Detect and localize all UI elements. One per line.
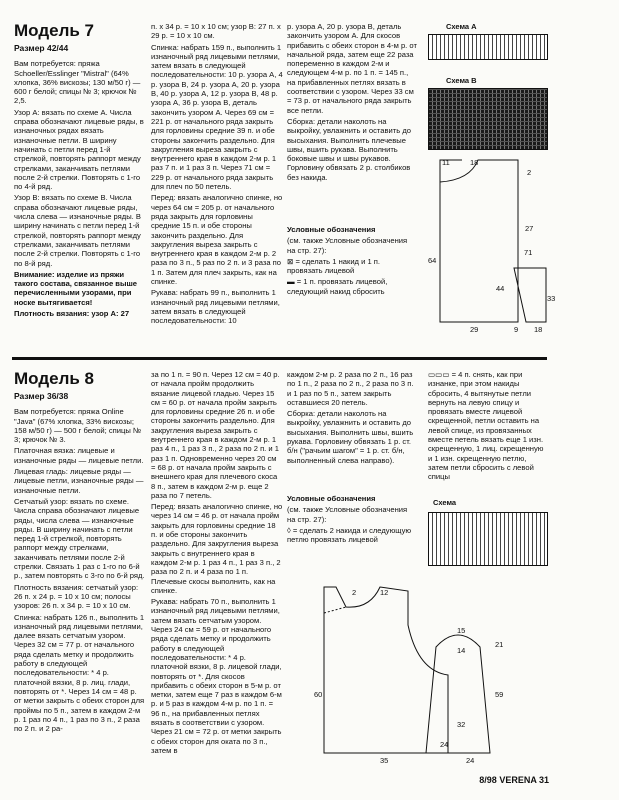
- scheme-b-chart: [428, 88, 548, 150]
- dim-m7-11: 11: [442, 158, 450, 167]
- model8-pattern-pieces: [308, 575, 548, 765]
- model8-col3: [287, 370, 417, 467]
- dim-m7-64: 64: [428, 256, 437, 265]
- dim-m7-71: 71: [524, 248, 533, 257]
- dim-m8-59: 59: [495, 690, 504, 699]
- dim-m8-32: 32: [457, 720, 466, 729]
- dim-m7-2: 2: [527, 168, 532, 177]
- model8-scheme-chart: [428, 512, 548, 566]
- model8-front: Перед: вязать аналогично спинке, но через 14 см = 46 р. от начала пройм закрыть для горловины средние 18 п. и обе стороны закончить раздельно. Для закругления выреза закрыть с внутреннего края в каждом 2-м р. 1 раз 4 п., 1 раз 3 п., 2 раза по 2 п. и 4 раза по 1 п. Плечевые скосы выполнить, как на спинке.: [151, 502, 283, 595]
- dim-m7-18: 18: [470, 158, 479, 167]
- model7-assembly: Сборка: детали наколоть на выкройку, увлажнить и оставить до высыхания. Выполнить плечевые швы, вшить рукава. Выполнить боковые швы и швы рукавов. Горловину обвязать 2 р. столбиков без накида.: [287, 116, 411, 182]
- model7-sleeves-cont: р. узора А, 20 р. узора В, деталь закончить узором А. Для скосов прибавить с обеих сторон в 4-м р. от начальной ряда, затем еще 22 раза попеременно в каждом 2-м и следующем 4-м р. по 1 п. = 145 п., на прибавленных петлях вязать в соответствии с узором. Через 33 см = 73 р. от начального ряда закрыть все петли.: [287, 22, 417, 115]
- model7-density: Плотность вязания: узор А: 27: [14, 309, 130, 319]
- dim-m7-44: 44: [496, 284, 505, 293]
- model8-legend-note: (см. также Условные обозначения на стр. 27):: [287, 505, 408, 524]
- model7-warning: Внимание: изделие из пряжи такого состава, связанное выше перечисленными узорами, при носке вытягивается!: [14, 269, 138, 307]
- dim-m7-33: 33: [547, 294, 556, 303]
- model7-pattern-pieces: [418, 150, 563, 340]
- model8-col2: [151, 370, 283, 757]
- model7-pattern-a: Узор А: вязать по схеме А. Числа справа обозначают лицевые ряды, в изнаночных рядах вязать изнаночные петли. В ширину начинать с петли перед 1-й стрелкой, повторять раппорт между стрелками, заканчивать петлями после 2-й стрелки. Повторять с 1-го по 4-й ряд.: [14, 107, 144, 192]
- model8-legend-title: Условные обозначения: [287, 494, 376, 503]
- model8-mesh: Сетчатый узор: вязать по схеме. Числа справа обозначают лицевые ряды, числа слева — изнаночные ряды. В ширину начинать с петли перед 1-й стрелкой, повторять раппорт между стрелками, заканчивать петлями после 2-й стрелки. Связать 1 раз с 1-го по 6-й р., затем повторять с 3-го по 6-й ряд.: [14, 496, 145, 581]
- model8-density: Плотность вязания: сетчатый узор: 26 п. х 24 р. = 10 х 10 см; полосы узоров: 26 п. х 34 р. = 10 х 10 см.: [14, 582, 139, 611]
- scheme-a-label: Схема А: [446, 22, 477, 31]
- dim-m8-15: 15: [457, 626, 466, 635]
- model8-legend-item1: ◊ = сделать 2 накида и следующую петлю провязать лицевой: [287, 525, 412, 545]
- model7-legend-title: Условные обозначения: [287, 225, 376, 234]
- dim-m8-60: 60: [314, 690, 323, 699]
- model8-stockinette: Лицевая гладь: лицевые ряды — лицевые петли, изнаночные ряды — изнаночные петли.: [14, 467, 144, 495]
- model7-col1: [14, 22, 146, 320]
- model8-legend: [287, 494, 417, 546]
- section-divider: [12, 357, 547, 360]
- model8-materials: Вам потребуется: пряжа Online "Java" (67% хлопка, 33% вискозы; 158 м/50 г) — 500 г белой; спицы № 3; крючок № 3.: [14, 407, 142, 445]
- dim-m7-29: 29: [470, 325, 479, 334]
- dim-m8-24: 24: [466, 756, 475, 765]
- dim-m8-2: 2: [352, 588, 357, 597]
- model8-sleeves: Рукава: набрать 70 п., выполнить 1 изнаночный ряд лицевыми петлями, затем вязать сетчатым узором. Через 24 см = 59 р. от начального ряда сделать метку и продолжить работу в следующей последовательности: * 4 р. платочной вязки, 8 р. лицевой глади, повторять от *. Для скосов прибавить с обеих сторон в 5-м р. от метки, затем еще 7 раз в каждом 6-м р. и 5 раз в каждом 4-м р. по 1 п. = 96 п., на прибавленных петлях вязать в соответствии с узором. Через 21 см = 72 р. от метки закрыть с обеих сторон для оката по 3 п., затем в: [151, 597, 282, 755]
- dim-m8-24b: 24: [440, 740, 449, 749]
- model8-col1: [14, 370, 146, 735]
- model7-legend: [287, 225, 417, 298]
- model7-materials: Вам потребуется: пряжа Schoeller/Esslinger "Mistral" (64% хлопка, 36% вискозы; 130 м/50 г) — 600 г белой; спицы № 3; крючок № 2,5.: [14, 59, 141, 106]
- model8-sleeves-cont: каждом 2-м р. 2 раза по 2 п., 16 раз по 1 п., 2 раза по 2 п., 2 раза по 3 п. и 1 раз по 5 п., затем закрыть оставшиеся 20 петель.: [287, 370, 414, 407]
- model7-title: Модель 7: [14, 21, 94, 40]
- model7-legend-item2: ▬ = 1 п. провязать лицевой, следующий накид сбросить: [287, 277, 388, 296]
- scheme-a-chart: [428, 34, 548, 60]
- model8-size: Размер 36/38: [14, 391, 69, 401]
- dim-m8-21: 21: [495, 640, 504, 649]
- model7-legend-item1: ⊠ = сделать 1 накид и 1 п. провязать лицевой: [287, 256, 381, 276]
- scheme-b-label: Схема В: [446, 76, 477, 85]
- model8-garter: Платочная вязка: лицевые и изнаночные ряды — лицевые петли.: [14, 446, 144, 465]
- model8-legend-item2: ▭▭▭ = 4 п. снять, как при изнанке, при этом накиды сбросить, 4 вытянутые петли вернуть на левую спицу и провязать вместе лицевой скрещенной, петли оставить на левой спице, из провязанных вместе петель вязать еще 1 изн. скрещенную, 1 лиц. скрещенную и 1 изн. скрещенную петлю, затем петли сбросить с левой спицы: [428, 370, 544, 482]
- model8-back: Спинка: набрать 126 п., выполнить 1 изнаночный ряд лицевыми петлями, далее вязать сетчатым узором. Через 32 см = 77 р. от начального ряда сделать метку и продолжить работу в следующей последовательности: * 4 р. платочной вязки, 8 р. лиц. глади, повторять от *. Через 14 см = 48 р. от метки закрыть с обеих сторон для проймы по 5 п., затем в каждом 2-м р. 1 раз по 4 п., 1 раз по 3 п., 2 раза по 2 п. и 2 ра-: [14, 612, 145, 734]
- model8-scheme-label: Схема: [433, 498, 457, 507]
- model7-density-cont: п. х 34 р. = 10 х 10 см; узор В: 27 п. х 29 р. = 10 х 10 см.: [151, 22, 281, 41]
- model8-assembly: Сборка: детали наколоть на выкройку, увлажнить и оставить до высыхания. Выполнить швы, вшить рукава. Горловину обвязать 1 р. ст. б/н ("рачьим шагом" = 1 р. ст. б/н, выполненный слева направо).: [287, 409, 414, 465]
- model8-col4: [428, 370, 548, 484]
- model8-back-cont: за по 1 п. = 90 п. Через 12 см = 40 р. от начала пройм продолжить вязание лицевой гладью. Через 15 см = 60 р. от начала пройм закрыть для горловины средние 26 п. и обе стороны закончить раздельно. Для закругления выреза закрыть с внутреннего края в каждом 2-м р. 1 раз 4 п., 1 раз 3 п., 2 раза по 2 п. и 1 раз 1 п. Одновременно через 20 см = 68 р. от начала пройм закрыть с внешнего края для плечевого скоса 8 п., затем в каждом 2-м р. еще 2 раза по 7 петель.: [151, 370, 280, 500]
- model7-back: Спинка: набрать 159 п., выполнить 1 изнаночный ряд лицевыми петлями, затем вязать в следующей последовательности: 10 р. узора А, 4 р. узора В, 24 р. узора А, 20 р. узора В, 40 р. узора А, 12 р. узора В, 48 р. узора А, 36 р. узора В, деталь закончить узором А. Через 69 см = 221 р. от начального ряда закрыть для горловины средние 39 п. и обе стороны закончить раздельно. Для закругления выреза закрыть с внутреннего края в каждом 2-м р. 1 раз 7 п. и 1 раз 3 п. Через 71 см = 229 р. от начального ряда закрыть для плеч по 50 петель.: [151, 42, 283, 192]
- model7-col3: [287, 22, 417, 184]
- model7-col2: [151, 22, 283, 328]
- model7-pattern-b: Узор В: вязать по схеме В. Числа справа обозначают лицевые ряды, числа слева — изнаночные ряды. В ширину начинать с петли перед 1-й стрелкой, повторять раппорт между стрелками, заканчивать петлями после 2-й стрелки. Повторять с 1-го по 8-й ряд.: [14, 193, 141, 268]
- dim-m8-14: 14: [457, 646, 466, 655]
- model7-sleeves: Рукава: набрать 99 п., выполнить 1 изнаночный ряд лицевыми петлями, затем вязать в следующей последовательности: 10: [151, 288, 280, 326]
- model7-front: Перед: вязать аналогично спинке, но через 64 см = 205 р. от начального ряда закрыть для горловины средние 15 п. и обе стороны закончить раздельно. Для закругления выреза закрыть с внутреннего края в каждом 2-м р. 2 раза по 3 п., 5 раз по 2 п. и 3 раза по 1 п. Затем для плеч закрыть, как на спинке.: [151, 193, 283, 287]
- dim-m8-12: 12: [380, 588, 389, 597]
- dim-m7-18b: 18: [534, 325, 543, 334]
- model8-title: Модель 8: [14, 369, 94, 388]
- dim-m7-9: 9: [514, 325, 519, 334]
- model7-size: Размер 42/44: [14, 43, 69, 53]
- model7-legend-note: (см. также Условные обозначения на стр. 27):: [287, 236, 408, 255]
- page-footer: 8/98 VERENA 31: [479, 775, 549, 785]
- dim-m7-27: 27: [525, 224, 534, 233]
- dim-m8-35: 35: [380, 756, 389, 765]
